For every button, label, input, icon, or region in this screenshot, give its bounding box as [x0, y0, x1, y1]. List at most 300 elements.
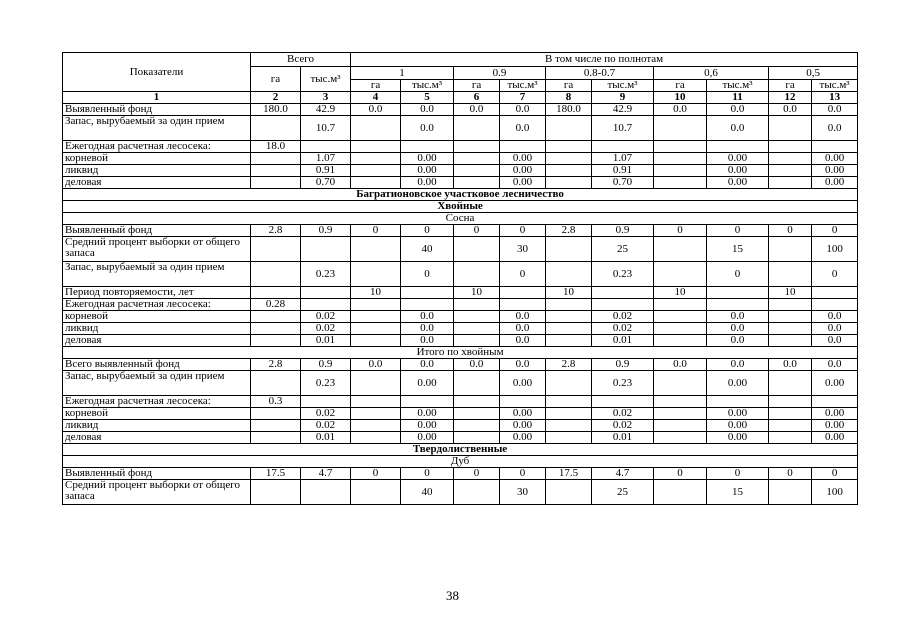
table-cell: 0.28	[251, 299, 301, 311]
table-cell	[546, 262, 592, 287]
table-cell	[251, 323, 301, 335]
table-row	[63, 432, 858, 444]
table-cell	[251, 408, 301, 420]
table-cell	[251, 237, 301, 262]
table-cell: 0	[707, 262, 769, 287]
table-cell: 0.00	[500, 165, 546, 177]
table-cell	[401, 287, 454, 299]
table-cell	[251, 371, 301, 396]
document-sheet	[62, 52, 857, 505]
table-cell: 0.00	[401, 432, 454, 444]
table-cell	[654, 237, 707, 262]
table-cell: 100	[812, 480, 858, 505]
table-row	[63, 237, 858, 262]
table-cell	[769, 237, 812, 262]
table-cell	[546, 335, 592, 347]
table-cell	[654, 480, 707, 505]
table-cell	[592, 299, 654, 311]
column-number: 2	[251, 92, 301, 104]
table-cell	[351, 262, 401, 287]
row-label: корневой	[63, 408, 251, 420]
row-label: Ежегодная расчетная лесосека:	[63, 396, 251, 408]
table-cell	[251, 287, 301, 299]
table-cell: 0.0	[812, 359, 858, 371]
table-cell: 0.02	[592, 311, 654, 323]
table-cell: 0.23	[301, 262, 351, 287]
table-cell: 0.91	[301, 165, 351, 177]
table-cell	[812, 287, 858, 299]
table-cell: 0.23	[301, 371, 351, 396]
table-cell	[812, 396, 858, 408]
table-cell	[500, 287, 546, 299]
table-cell: 0	[769, 225, 812, 237]
table-cell	[769, 262, 812, 287]
table-cell: 0.00	[812, 432, 858, 444]
table-cell: 0.0	[401, 359, 454, 371]
section-heading: Сосна	[63, 213, 858, 225]
table-cell	[351, 141, 401, 153]
row-label: Всего выявленный фонд	[63, 359, 251, 371]
table-cell: 10	[351, 287, 401, 299]
table-cell: 0	[401, 262, 454, 287]
table-cell: 40	[401, 237, 454, 262]
table-cell: 0.0	[500, 323, 546, 335]
table-cell	[654, 153, 707, 165]
table-cell: 0.70	[592, 177, 654, 189]
header-indicators: Показатели	[63, 53, 251, 92]
table-cell: 0.00	[500, 371, 546, 396]
table-cell	[454, 116, 500, 141]
table-cell	[454, 432, 500, 444]
table-cell	[654, 177, 707, 189]
table-cell: 0.0	[654, 359, 707, 371]
section-heading: Итого по хвойным	[63, 347, 858, 359]
row-label: деловая	[63, 177, 251, 189]
table-cell	[546, 311, 592, 323]
table-cell	[769, 116, 812, 141]
table-cell: 0.00	[500, 432, 546, 444]
table-cell: 0.0	[500, 335, 546, 347]
table-cell	[301, 141, 351, 153]
table-cell: 0.02	[301, 311, 351, 323]
table-cell: 0.00	[500, 408, 546, 420]
table-cell	[351, 408, 401, 420]
table-cell: 1.07	[301, 153, 351, 165]
table-cell	[769, 432, 812, 444]
table-row	[63, 359, 858, 371]
table-cell	[351, 153, 401, 165]
table-cell: 18.0	[251, 141, 301, 153]
table-cell: 0.00	[401, 177, 454, 189]
table-cell	[769, 299, 812, 311]
table-cell	[351, 237, 401, 262]
table-row	[63, 311, 858, 323]
table-cell: 0.01	[301, 432, 351, 444]
table-cell	[769, 141, 812, 153]
header-density-group: 1	[351, 67, 454, 80]
row-label: Ежегодная расчетная лесосека:	[63, 299, 251, 311]
table-cell	[301, 480, 351, 505]
table-cell	[351, 420, 401, 432]
table-cell	[251, 165, 301, 177]
table-cell: 0	[500, 468, 546, 480]
table-cell	[546, 371, 592, 396]
table-cell: 0.91	[592, 165, 654, 177]
table-cell	[301, 396, 351, 408]
table-cell: 10	[454, 287, 500, 299]
section-heading-row	[63, 456, 858, 468]
table-cell: 0.70	[301, 177, 351, 189]
table-cell: 0.00	[401, 420, 454, 432]
table-cell: 0.00	[401, 371, 454, 396]
column-number: 10	[654, 92, 707, 104]
table-cell	[454, 480, 500, 505]
row-label: деловая	[63, 335, 251, 347]
table-cell	[454, 262, 500, 287]
section-heading-row	[63, 189, 858, 201]
table-cell	[654, 299, 707, 311]
table-cell	[654, 141, 707, 153]
table-row	[63, 262, 858, 287]
row-label: Средний процент выборки от общего запаса	[63, 480, 251, 505]
table-cell: 0.0	[500, 116, 546, 141]
table-cell	[769, 177, 812, 189]
table-cell	[654, 371, 707, 396]
table-cell	[251, 432, 301, 444]
page-number: 38	[446, 588, 459, 603]
table-cell	[592, 396, 654, 408]
table-cell	[454, 177, 500, 189]
table-cell	[546, 153, 592, 165]
table-row	[63, 468, 858, 480]
table-cell: 0.00	[812, 177, 858, 189]
row-label: ликвид	[63, 165, 251, 177]
table-cell: 0.00	[812, 153, 858, 165]
section-heading-row	[63, 201, 858, 213]
table-cell: 17.5	[546, 468, 592, 480]
table-cell	[769, 371, 812, 396]
table-cell	[251, 480, 301, 505]
row-label: Запас, вырубаемый за один прием	[63, 116, 251, 141]
table-row	[63, 480, 858, 505]
table-cell: 0.0	[401, 116, 454, 141]
table-cell: 0.01	[301, 335, 351, 347]
table-cell	[812, 299, 858, 311]
table-cell: 0.0	[812, 116, 858, 141]
section-heading-row	[63, 444, 858, 456]
table-cell: 0.0	[500, 104, 546, 116]
column-number: 9	[592, 92, 654, 104]
table-cell	[251, 420, 301, 432]
header-unit-ha: га	[546, 80, 592, 92]
table-cell: 0.9	[301, 359, 351, 371]
table-cell: 0.00	[707, 153, 769, 165]
table-cell	[454, 371, 500, 396]
table-cell: 0.00	[812, 371, 858, 396]
table-cell	[769, 480, 812, 505]
table-cell: 0	[401, 225, 454, 237]
table-cell	[251, 335, 301, 347]
table-cell	[454, 237, 500, 262]
table-cell: 0	[769, 468, 812, 480]
table-cell: 0.0	[500, 311, 546, 323]
header-unit-ha: га	[654, 80, 707, 92]
table-row	[63, 104, 858, 116]
table-cell: 180.0	[546, 104, 592, 116]
table-cell	[546, 432, 592, 444]
table-cell: 0	[401, 468, 454, 480]
header-density-group: 0.8-0.7	[546, 67, 654, 80]
table-cell: 0	[812, 262, 858, 287]
table-cell: 1.07	[592, 153, 654, 165]
table-cell	[592, 287, 654, 299]
table-cell: 0.0	[351, 359, 401, 371]
table-cell	[546, 420, 592, 432]
header-unit-volume: тыс.м³	[401, 80, 454, 92]
table-cell: 0.00	[812, 420, 858, 432]
table-cell: 0.0	[707, 116, 769, 141]
table-cell	[251, 262, 301, 287]
section-heading: Твердолиственные	[63, 444, 858, 456]
table-row	[63, 396, 858, 408]
table-cell	[769, 335, 812, 347]
column-number: 12	[769, 92, 812, 104]
table-cell	[546, 141, 592, 153]
table-cell	[812, 141, 858, 153]
table-cell: 25	[592, 480, 654, 505]
row-label: Выявленный фонд	[63, 104, 251, 116]
table-cell	[454, 153, 500, 165]
row-label: Запас, вырубаемый за один прием	[63, 371, 251, 396]
table-row	[63, 287, 858, 299]
column-number: 3	[301, 92, 351, 104]
table-cell: 0.00	[500, 420, 546, 432]
table-cell: 10.7	[301, 116, 351, 141]
table-cell	[251, 116, 301, 141]
row-label: ликвид	[63, 420, 251, 432]
table-cell	[454, 311, 500, 323]
table-cell: 4.7	[592, 468, 654, 480]
table-cell: 2.8	[546, 359, 592, 371]
table-cell: 2.8	[546, 225, 592, 237]
table-cell	[654, 420, 707, 432]
table-cell: 0.00	[401, 408, 454, 420]
row-label: Выявленный фонд	[63, 468, 251, 480]
table-cell	[769, 323, 812, 335]
table-cell	[351, 371, 401, 396]
table-cell	[351, 311, 401, 323]
header-unit-volume: тыс.м³	[812, 80, 858, 92]
header-unit-ha: га	[769, 80, 812, 92]
table-cell: 0.3	[251, 396, 301, 408]
table-cell	[454, 335, 500, 347]
table-cell	[546, 480, 592, 505]
table-cell: 0.23	[592, 371, 654, 396]
table-cell	[654, 432, 707, 444]
table-cell: 0.00	[401, 153, 454, 165]
table-cell	[401, 396, 454, 408]
table-cell	[351, 323, 401, 335]
column-number: 7	[500, 92, 546, 104]
forest-fund-table	[62, 52, 858, 505]
table-cell: 0.0	[401, 323, 454, 335]
table-cell: 0	[351, 225, 401, 237]
column-number: 6	[454, 92, 500, 104]
header-unit-volume: тыс.м³	[592, 80, 654, 92]
table-cell: 0.02	[592, 323, 654, 335]
table-cell	[454, 141, 500, 153]
table-cell: 0.00	[812, 165, 858, 177]
section-heading: Дуб	[63, 456, 858, 468]
table-cell	[401, 141, 454, 153]
table-cell	[401, 299, 454, 311]
table-cell: 0.0	[401, 104, 454, 116]
table-cell	[251, 177, 301, 189]
table-cell: 0.0	[454, 359, 500, 371]
table-cell	[546, 116, 592, 141]
column-number: 8	[546, 92, 592, 104]
table-cell: 0.00	[707, 177, 769, 189]
table-cell	[707, 299, 769, 311]
table-cell	[454, 408, 500, 420]
table-cell	[654, 262, 707, 287]
table-cell	[654, 408, 707, 420]
section-heading: Багратионовское участковое лесничество	[63, 189, 858, 201]
table-cell: 2.8	[251, 225, 301, 237]
section-heading-row	[63, 347, 858, 359]
table-cell: 100	[812, 237, 858, 262]
table-cell: 0.0	[454, 104, 500, 116]
table-cell: 0.00	[707, 408, 769, 420]
table-cell	[769, 153, 812, 165]
row-label: Выявленный фонд	[63, 225, 251, 237]
table-cell	[769, 311, 812, 323]
table-cell	[351, 177, 401, 189]
table-cell	[301, 287, 351, 299]
table-cell: 0.0	[769, 104, 812, 116]
table-cell	[546, 323, 592, 335]
table-cell: 0.02	[592, 420, 654, 432]
section-heading-row	[63, 213, 858, 225]
table-cell: 0.0	[812, 323, 858, 335]
table-cell: 30	[500, 480, 546, 505]
row-label: корневой	[63, 311, 251, 323]
table-cell	[546, 237, 592, 262]
table-cell: 0.9	[301, 225, 351, 237]
table-cell	[654, 165, 707, 177]
table-cell	[351, 480, 401, 505]
header-density-group: 0,5	[769, 67, 858, 80]
table-cell: 0.02	[301, 408, 351, 420]
table-cell: 4.7	[301, 468, 351, 480]
table-row	[63, 116, 858, 141]
table-cell: 15	[707, 237, 769, 262]
table-cell	[500, 299, 546, 311]
column-number: 13	[812, 92, 858, 104]
table-cell	[592, 141, 654, 153]
table-cell: 0.00	[500, 153, 546, 165]
header-by-density: В том числе по полнотам	[351, 53, 858, 67]
table-row	[63, 177, 858, 189]
table-row	[63, 225, 858, 237]
table-cell: 17.5	[251, 468, 301, 480]
table-cell: 0.0	[500, 359, 546, 371]
table-cell: 0.00	[707, 165, 769, 177]
table-cell	[351, 116, 401, 141]
table-cell	[654, 396, 707, 408]
table-cell	[654, 323, 707, 335]
header-unit-ha: га	[351, 80, 401, 92]
table-cell	[351, 165, 401, 177]
table-cell: 42.9	[592, 104, 654, 116]
table-cell: 0.0	[351, 104, 401, 116]
table-cell	[301, 237, 351, 262]
table-cell	[707, 141, 769, 153]
table-cell	[654, 311, 707, 323]
row-label: деловая	[63, 432, 251, 444]
table-row	[63, 420, 858, 432]
table-row	[63, 153, 858, 165]
table-cell: 0.02	[301, 420, 351, 432]
header-total: Всего	[251, 53, 351, 67]
column-number: 4	[351, 92, 401, 104]
table-cell	[454, 420, 500, 432]
table-cell	[351, 396, 401, 408]
table-cell: 0	[351, 468, 401, 480]
table-cell: 0.01	[592, 432, 654, 444]
table-cell: 0.00	[707, 371, 769, 396]
table-cell	[301, 299, 351, 311]
table-cell: 0.01	[592, 335, 654, 347]
table-row	[63, 335, 858, 347]
table-cell	[707, 396, 769, 408]
table-cell: 0.0	[707, 323, 769, 335]
table-row	[63, 371, 858, 396]
table-cell	[546, 396, 592, 408]
header-total-ha: га	[251, 67, 301, 92]
table-cell: 0.02	[592, 408, 654, 420]
table-cell: 0.0	[707, 311, 769, 323]
table-cell: 0.00	[500, 177, 546, 189]
header-unit-volume: тыс.м³	[500, 80, 546, 92]
table-cell	[351, 299, 401, 311]
table-cell: 0	[707, 468, 769, 480]
table-cell: 0.0	[707, 359, 769, 371]
table-row	[63, 141, 858, 153]
table-cell: 10	[546, 287, 592, 299]
table-body	[63, 53, 858, 505]
table-cell: 42.9	[301, 104, 351, 116]
table-cell: 180.0	[251, 104, 301, 116]
table-cell: 0	[500, 262, 546, 287]
table-cell	[351, 432, 401, 444]
table-cell: 0.00	[707, 420, 769, 432]
table-cell	[500, 396, 546, 408]
table-cell	[546, 177, 592, 189]
table-row	[63, 323, 858, 335]
table-cell	[769, 396, 812, 408]
header-unit-ha: га	[454, 80, 500, 92]
table-cell: 15	[707, 480, 769, 505]
column-number: 1	[63, 92, 251, 104]
table-cell: 0.0	[707, 335, 769, 347]
table-cell: 0.0	[654, 104, 707, 116]
table-cell	[351, 335, 401, 347]
table-cell: 0.0	[401, 311, 454, 323]
table-cell	[546, 165, 592, 177]
table-cell: 0.0	[812, 335, 858, 347]
table-cell: 0.00	[401, 165, 454, 177]
